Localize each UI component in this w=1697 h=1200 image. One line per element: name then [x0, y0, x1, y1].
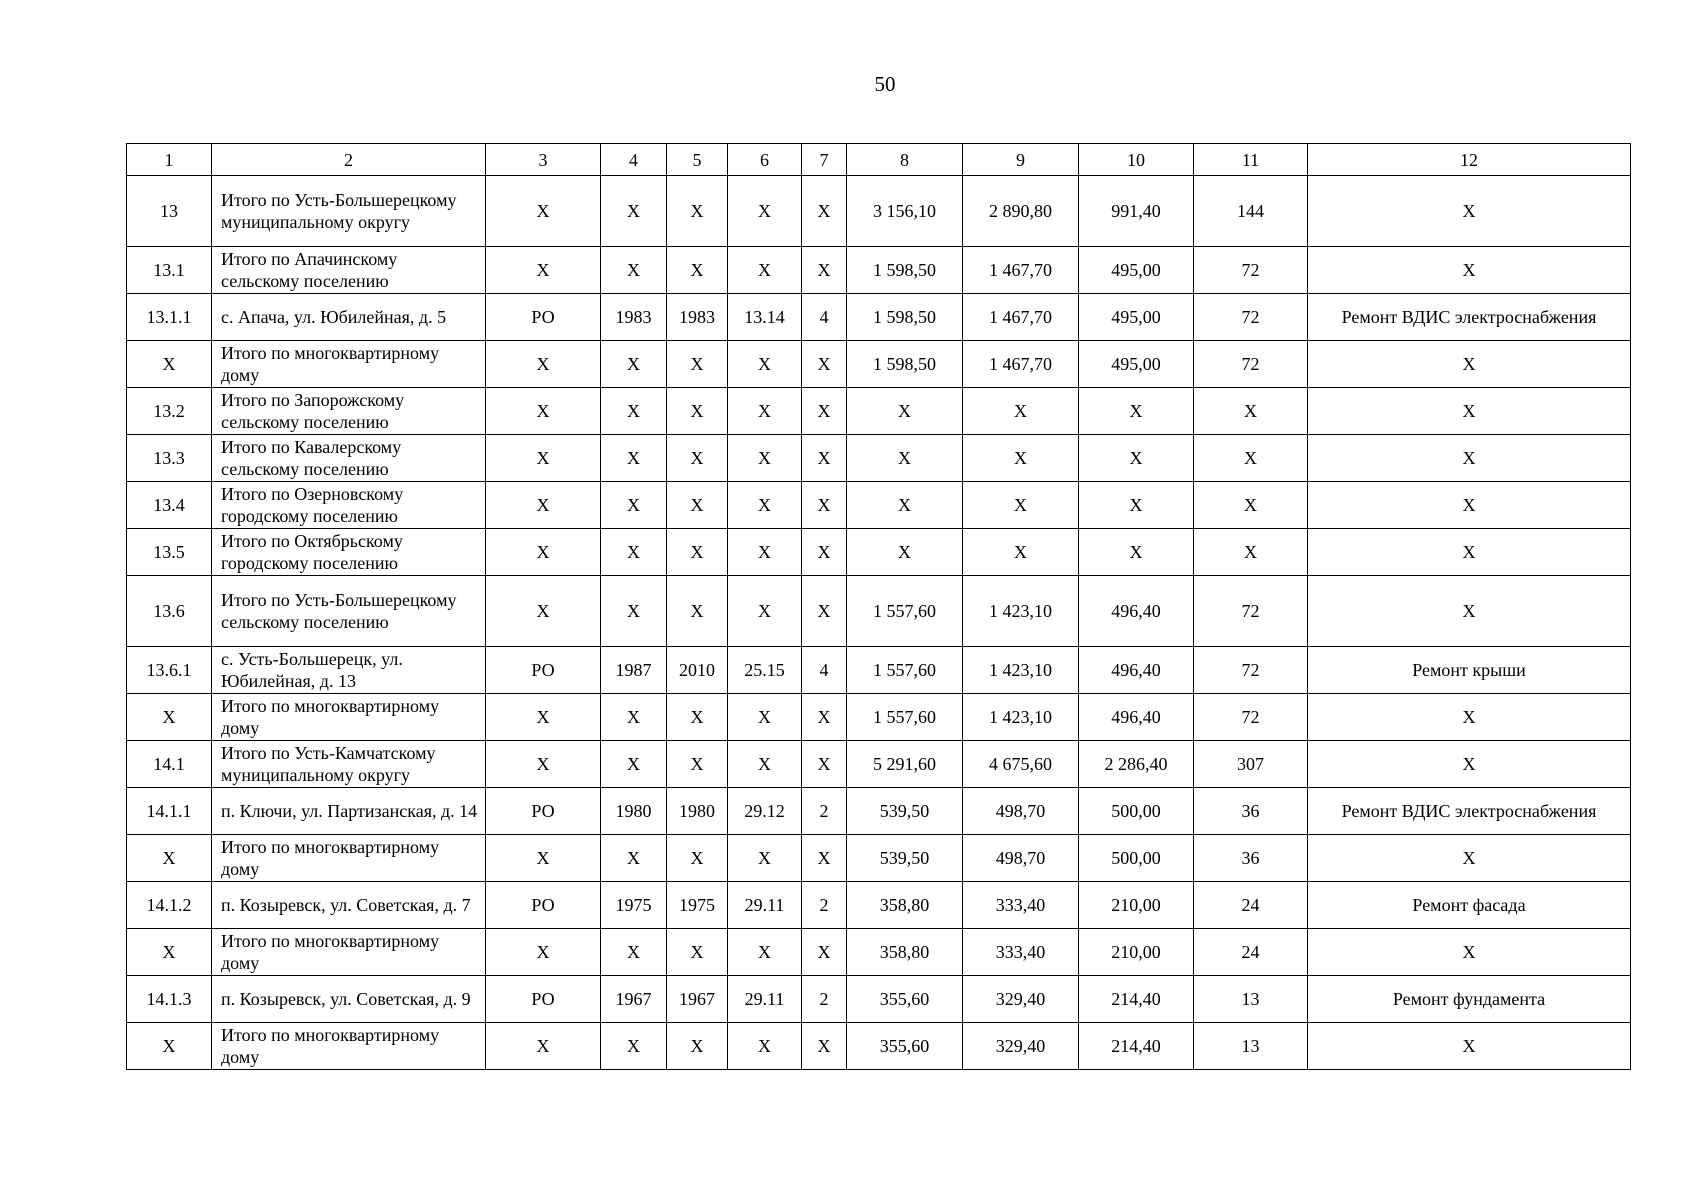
living-area-cell: X [963, 435, 1079, 482]
build-year-cell: X [601, 929, 667, 976]
living-area-cell: 1 467,70 [963, 294, 1079, 341]
cost-cell: 500,00 [1079, 788, 1194, 835]
build-year-cell: 1967 [601, 976, 667, 1023]
name-cell: с. Усть-Большерецк, ул. Юбилейная, д. 13 [212, 647, 486, 694]
build-year-cell: X [601, 529, 667, 576]
total-area-cell: X [847, 435, 963, 482]
commission-year-cell: X [667, 835, 728, 882]
build-year-cell: X [601, 435, 667, 482]
commission-year-cell: X [667, 388, 728, 435]
column-header: 3 [486, 144, 601, 176]
cost-cell: X [1079, 482, 1194, 529]
build-year-cell: X [601, 741, 667, 788]
living-area-cell: 4 675,60 [963, 741, 1079, 788]
living-area-cell: 333,40 [963, 929, 1079, 976]
count-cell: 144 [1194, 176, 1308, 247]
count-cell: 24 [1194, 882, 1308, 929]
floors-cell: X [802, 435, 847, 482]
row-number-cell: 13.6.1 [127, 647, 212, 694]
living-area-cell: 1 423,10 [963, 694, 1079, 741]
cost-cell: 2 286,40 [1079, 741, 1194, 788]
row-number-cell: X [127, 1023, 212, 1070]
count-cell: 72 [1194, 294, 1308, 341]
cost-cell: 495,00 [1079, 247, 1194, 294]
build-year-cell: X [601, 482, 667, 529]
table-row [127, 576, 1631, 647]
build-year-cell: 1987 [601, 647, 667, 694]
cost-cell: 214,40 [1079, 976, 1194, 1023]
cost-cell: 210,00 [1079, 882, 1194, 929]
code-cell: 29.11 [728, 882, 802, 929]
code-cell: 29.11 [728, 976, 802, 1023]
table-row [127, 1023, 1631, 1070]
commission-year-cell: X [667, 694, 728, 741]
commission-year-cell: X [667, 247, 728, 294]
floors-cell: X [802, 1023, 847, 1070]
floors-cell: 4 [802, 647, 847, 694]
work-type-cell: Ремонт фундамента [1308, 976, 1631, 1023]
ownership-cell: X [486, 341, 601, 388]
code-cell: X [728, 576, 802, 647]
column-header: 9 [963, 144, 1079, 176]
row-number-cell: 13.5 [127, 529, 212, 576]
code-cell: X [728, 176, 802, 247]
code-cell: X [728, 835, 802, 882]
count-cell: 13 [1194, 976, 1308, 1023]
row-number-cell: 14.1.1 [127, 788, 212, 835]
cost-cell: X [1079, 388, 1194, 435]
table-row [127, 741, 1631, 788]
cost-cell: 214,40 [1079, 1023, 1194, 1070]
code-cell: X [728, 341, 802, 388]
column-header: 1 [127, 144, 212, 176]
count-cell: 36 [1194, 788, 1308, 835]
floors-cell: X [802, 388, 847, 435]
table-row [127, 529, 1631, 576]
table-row [127, 294, 1631, 341]
floors-cell: 2 [802, 882, 847, 929]
count-cell: 72 [1194, 247, 1308, 294]
total-area-cell: 1 557,60 [847, 647, 963, 694]
total-area-cell: X [847, 482, 963, 529]
build-year-cell: 1975 [601, 882, 667, 929]
count-cell: X [1194, 388, 1308, 435]
row-number-cell: 13.4 [127, 482, 212, 529]
cost-cell: 210,00 [1079, 929, 1194, 976]
count-cell: X [1194, 482, 1308, 529]
total-area-cell: 539,50 [847, 835, 963, 882]
ownership-cell: X [486, 435, 601, 482]
data-table [126, 143, 1631, 1070]
page-number: 50 [874, 72, 896, 96]
row-number-cell: 13.3 [127, 435, 212, 482]
cost-cell: 495,00 [1079, 294, 1194, 341]
cost-cell: 496,40 [1079, 647, 1194, 694]
row-number-cell: 13.6 [127, 576, 212, 647]
row-number-cell: 14.1 [127, 741, 212, 788]
cost-cell: 500,00 [1079, 835, 1194, 882]
column-header: 11 [1194, 144, 1308, 176]
living-area-cell: 498,70 [963, 788, 1079, 835]
commission-year-cell: 1980 [667, 788, 728, 835]
ownership-cell: РО [486, 976, 601, 1023]
build-year-cell: X [601, 247, 667, 294]
count-cell: 72 [1194, 576, 1308, 647]
ownership-cell: X [486, 529, 601, 576]
floors-cell: X [802, 341, 847, 388]
work-type-cell: X [1308, 341, 1631, 388]
work-type-cell: X [1308, 741, 1631, 788]
commission-year-cell: 1983 [667, 294, 728, 341]
commission-year-cell: X [667, 341, 728, 388]
row-number-cell: 14.1.2 [127, 882, 212, 929]
code-cell: X [728, 741, 802, 788]
code-cell: X [728, 929, 802, 976]
living-area-cell: 329,40 [963, 976, 1079, 1023]
name-cell: Итого по Усть-Большерецкому муниципальному округу [212, 176, 486, 247]
code-cell: X [728, 529, 802, 576]
code-cell: 25.15 [728, 647, 802, 694]
row-number-cell: 13.1.1 [127, 294, 212, 341]
living-area-cell: 329,40 [963, 1023, 1079, 1070]
floors-cell: X [802, 835, 847, 882]
total-area-cell: 358,80 [847, 882, 963, 929]
work-type-cell: Ремонт ВДИС электроснабжения [1308, 788, 1631, 835]
floors-cell: X [802, 929, 847, 976]
commission-year-cell: 1967 [667, 976, 728, 1023]
name-cell: Итого по многоквартирному дому [212, 1023, 486, 1070]
table-row [127, 482, 1631, 529]
cost-cell: 496,40 [1079, 694, 1194, 741]
work-type-cell: Ремонт ВДИС электроснабжения [1308, 294, 1631, 341]
total-area-cell: 1 598,50 [847, 294, 963, 341]
ownership-cell: X [486, 929, 601, 976]
table-row [127, 341, 1631, 388]
code-cell: X [728, 247, 802, 294]
commission-year-cell: X [667, 435, 728, 482]
build-year-cell: 1980 [601, 788, 667, 835]
floors-cell: X [802, 741, 847, 788]
work-type-cell: X [1308, 247, 1631, 294]
build-year-cell: X [601, 835, 667, 882]
work-type-cell: X [1308, 176, 1631, 247]
column-header: 7 [802, 144, 847, 176]
ownership-cell: X [486, 835, 601, 882]
table-row [127, 176, 1631, 247]
cost-cell: X [1079, 435, 1194, 482]
row-number-cell: X [127, 341, 212, 388]
ownership-cell: X [486, 1023, 601, 1070]
build-year-cell: X [601, 176, 667, 247]
name-cell: с. Апача, ул. Юбилейная, д. 5 [212, 294, 486, 341]
code-cell: X [728, 482, 802, 529]
column-header: 4 [601, 144, 667, 176]
floors-cell: X [802, 576, 847, 647]
name-cell: Итого по многоквартирному дому [212, 835, 486, 882]
living-area-cell: 2 890,80 [963, 176, 1079, 247]
work-type-cell: Ремонт крыши [1308, 647, 1631, 694]
build-year-cell: X [601, 388, 667, 435]
code-cell: X [728, 1023, 802, 1070]
count-cell: 72 [1194, 694, 1308, 741]
commission-year-cell: X [667, 1023, 728, 1070]
commission-year-cell: X [667, 576, 728, 647]
ownership-cell: X [486, 247, 601, 294]
living-area-cell: 1 467,70 [963, 247, 1079, 294]
table-row [127, 788, 1631, 835]
commission-year-cell: 2010 [667, 647, 728, 694]
count-cell: 72 [1194, 341, 1308, 388]
table-row [127, 882, 1631, 929]
count-cell: 307 [1194, 741, 1308, 788]
work-type-cell: X [1308, 1023, 1631, 1070]
total-area-cell: 1 598,50 [847, 247, 963, 294]
floors-cell: 2 [802, 788, 847, 835]
table-row [127, 835, 1631, 882]
build-year-cell: 1983 [601, 294, 667, 341]
work-type-cell: X [1308, 388, 1631, 435]
ownership-cell: РО [486, 647, 601, 694]
name-cell: Итого по Озерновскому городскому поселению [212, 482, 486, 529]
work-type-cell: X [1308, 529, 1631, 576]
floors-cell: X [802, 482, 847, 529]
column-header: 6 [728, 144, 802, 176]
count-cell: 36 [1194, 835, 1308, 882]
name-cell: п. Козыревск, ул. Советская, д. 9 [212, 976, 486, 1023]
work-type-cell: X [1308, 929, 1631, 976]
column-header: 5 [667, 144, 728, 176]
table-row [127, 435, 1631, 482]
total-area-cell: 5 291,60 [847, 741, 963, 788]
ownership-cell: РО [486, 294, 601, 341]
ownership-cell: X [486, 176, 601, 247]
row-number-cell: X [127, 929, 212, 976]
total-area-cell: 358,80 [847, 929, 963, 976]
total-area-cell: X [847, 529, 963, 576]
commission-year-cell: X [667, 741, 728, 788]
living-area-cell: X [963, 388, 1079, 435]
count-cell: X [1194, 435, 1308, 482]
count-cell: 13 [1194, 1023, 1308, 1070]
row-number-cell: X [127, 835, 212, 882]
ownership-cell: X [486, 482, 601, 529]
ownership-cell: X [486, 694, 601, 741]
total-area-cell: 539,50 [847, 788, 963, 835]
commission-year-cell: X [667, 529, 728, 576]
build-year-cell: X [601, 341, 667, 388]
count-cell: X [1194, 529, 1308, 576]
work-type-cell: X [1308, 835, 1631, 882]
total-area-cell: 1 557,60 [847, 694, 963, 741]
floors-cell: X [802, 529, 847, 576]
table-row [127, 929, 1631, 976]
floors-cell: 2 [802, 976, 847, 1023]
build-year-cell: X [601, 1023, 667, 1070]
build-year-cell: X [601, 576, 667, 647]
total-area-cell: 355,60 [847, 976, 963, 1023]
count-cell: 72 [1194, 647, 1308, 694]
cost-cell: 495,00 [1079, 341, 1194, 388]
living-area-cell: 498,70 [963, 835, 1079, 882]
commission-year-cell: X [667, 482, 728, 529]
total-area-cell: 1 598,50 [847, 341, 963, 388]
cost-cell: 496,40 [1079, 576, 1194, 647]
name-cell: Итого по Апачинскому сельскому поселению [212, 247, 486, 294]
column-header: 2 [212, 144, 486, 176]
code-cell: X [728, 388, 802, 435]
build-year-cell: X [601, 694, 667, 741]
floors-cell: X [802, 247, 847, 294]
work-type-cell: X [1308, 435, 1631, 482]
cost-cell: 991,40 [1079, 176, 1194, 247]
name-cell: п. Козыревск, ул. Советская, д. 7 [212, 882, 486, 929]
name-cell: Итого по многоквартирному дому [212, 341, 486, 388]
work-type-cell: X [1308, 576, 1631, 647]
name-cell: Итого по Кавалерскому сельскому поселению [212, 435, 486, 482]
column-header: 8 [847, 144, 963, 176]
column-header: 10 [1079, 144, 1194, 176]
name-cell: Итого по Октябрьскому городскому поселению [212, 529, 486, 576]
row-number-cell: X [127, 694, 212, 741]
name-cell: Итого по Запорожскому сельскому поселению [212, 388, 486, 435]
name-cell: Итого по Усть-Большерецкому сельскому поселению [212, 576, 486, 647]
name-cell: Итого по Усть-Камчатскому муниципальному округу [212, 741, 486, 788]
cost-cell: X [1079, 529, 1194, 576]
floors-cell: 4 [802, 294, 847, 341]
living-area-cell: 333,40 [963, 882, 1079, 929]
living-area-cell: X [963, 529, 1079, 576]
total-area-cell: X [847, 388, 963, 435]
name-cell: Итого по многоквартирному дому [212, 694, 486, 741]
code-cell: X [728, 694, 802, 741]
ownership-cell: X [486, 741, 601, 788]
living-area-cell: 1 423,10 [963, 647, 1079, 694]
code-cell: 29.12 [728, 788, 802, 835]
code-cell: 13.14 [728, 294, 802, 341]
column-header: 12 [1308, 144, 1631, 176]
commission-year-cell: 1975 [667, 882, 728, 929]
total-area-cell: 355,60 [847, 1023, 963, 1070]
work-type-cell: X [1308, 482, 1631, 529]
code-cell: X [728, 435, 802, 482]
work-type-cell: Ремонт фасада [1308, 882, 1631, 929]
ownership-cell: РО [486, 882, 601, 929]
ownership-cell: X [486, 388, 601, 435]
total-area-cell: 1 557,60 [847, 576, 963, 647]
name-cell: п. Ключи, ул. Партизанская, д. 14 [212, 788, 486, 835]
table-row [127, 694, 1631, 741]
total-area-cell: 3 156,10 [847, 176, 963, 247]
table-row [127, 647, 1631, 694]
living-area-cell: 1 423,10 [963, 576, 1079, 647]
commission-year-cell: X [667, 176, 728, 247]
name-cell: Итого по многоквартирному дому [212, 929, 486, 976]
living-area-cell: X [963, 482, 1079, 529]
table-header-row [127, 144, 1631, 176]
ownership-cell: РО [486, 788, 601, 835]
work-type-cell: X [1308, 694, 1631, 741]
living-area-cell: 1 467,70 [963, 341, 1079, 388]
table-body [127, 176, 1631, 1070]
row-number-cell: 13.2 [127, 388, 212, 435]
row-number-cell: 14.1.3 [127, 976, 212, 1023]
floors-cell: X [802, 176, 847, 247]
table-row [127, 388, 1631, 435]
commission-year-cell: X [667, 929, 728, 976]
ownership-cell: X [486, 576, 601, 647]
table-row [127, 247, 1631, 294]
count-cell: 24 [1194, 929, 1308, 976]
row-number-cell: 13 [127, 176, 212, 247]
table-row [127, 976, 1631, 1023]
floors-cell: X [802, 694, 847, 741]
row-number-cell: 13.1 [127, 247, 212, 294]
